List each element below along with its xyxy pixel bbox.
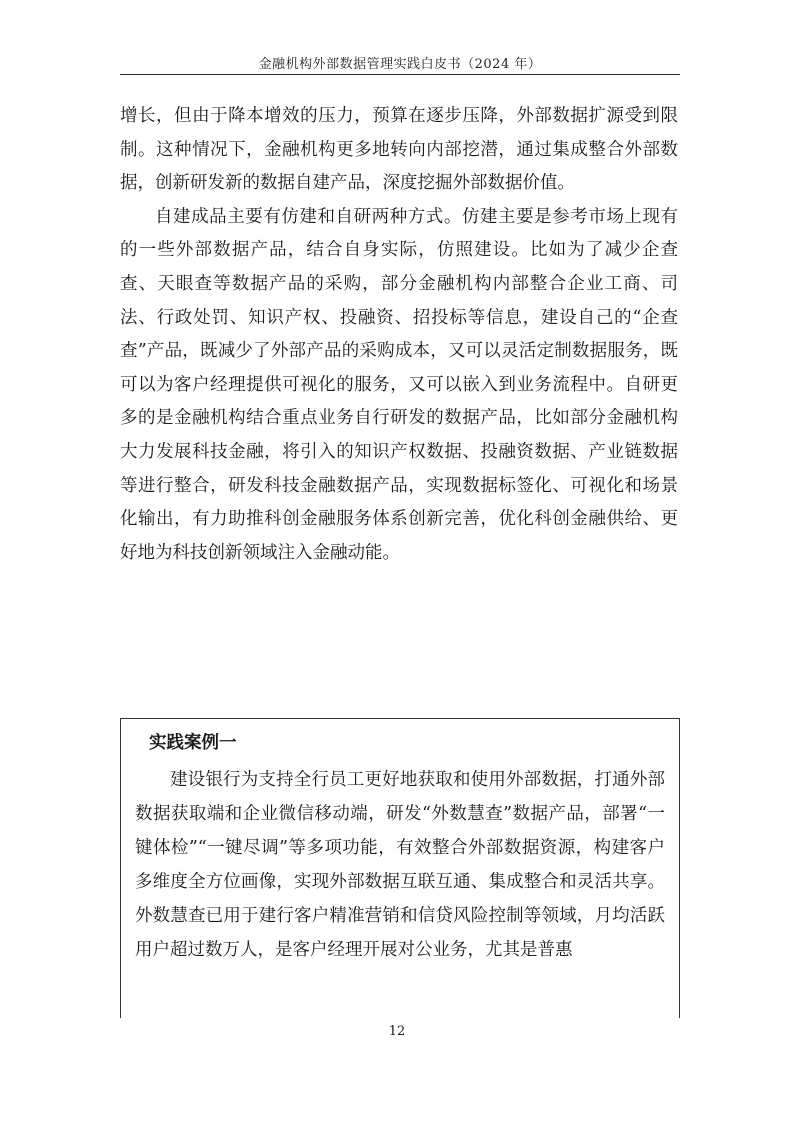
case-text: 建设银行为支持全行员工更好地获取和使用外部数据，打通外部数据获取端和企业微信移动端，研发“外数慧查”数据产品，部署“一键体检”“一键尽调”等多项功能，有效整合外部数据资源，构建客户多维度全方位画像，实现外部数据互联互通、集成整合和灵活共享。外数慧查已用于建行客户精准营销和信贷风险控制等领域，月均活跃用户超过数万人，是客户经理开展对公业务，尤其是普惠 bbox=[135, 770, 665, 960]
header-divider bbox=[120, 74, 680, 75]
practice-case-box bbox=[120, 718, 680, 1018]
body-text bbox=[120, 100, 678, 570]
paragraph-continuation: 增长，但由于降本增效的压力，预算在逐步压降，外部数据扩源受到限制。这种情况下，金融机构更多地转向内部挖潜，通过集成整合外部数据，创新研发新的数据自建产品，深度挖掘外部数据价值。 bbox=[120, 106, 678, 194]
case-title: 实践案例一 bbox=[149, 733, 237, 753]
page-number: 12 bbox=[388, 1024, 406, 1039]
paragraph-self-built-products: 自建成品主要有仿建和自研两种方式。仿建主要是参考市场上现有的一些外部数据产品，结合自身实际，仿照建设。比如为了减少企查查、天眼查等数据产品的采购，部分金融机构内部整合企业工商、司法、行政处罚、知识产权、投融资、招投标等信息，建设自己的“企查查”产品，既减少了外部产品的采购成本，又可以灵活定制数据服务，既可以为客户经理提供可视化的服务，又可以嵌入到业务流程中。自研更多的是金融机构结合重点业务自行研发的数据产品，比如部分金融机构大力发展科技金融，将引入的知识产权数据、投融资数据、产业链数据等进行整合，研发科技金融数据产品，实现数据标签化、可视化和场景化输出，有力助推科创金融服务体系创新完善，优化科创金融供给、更好地为科技创新领域注入金融动能。 bbox=[120, 206, 678, 563]
running-header: 金融机构外部数据管理实践白皮书（2024 年） bbox=[258, 57, 542, 72]
